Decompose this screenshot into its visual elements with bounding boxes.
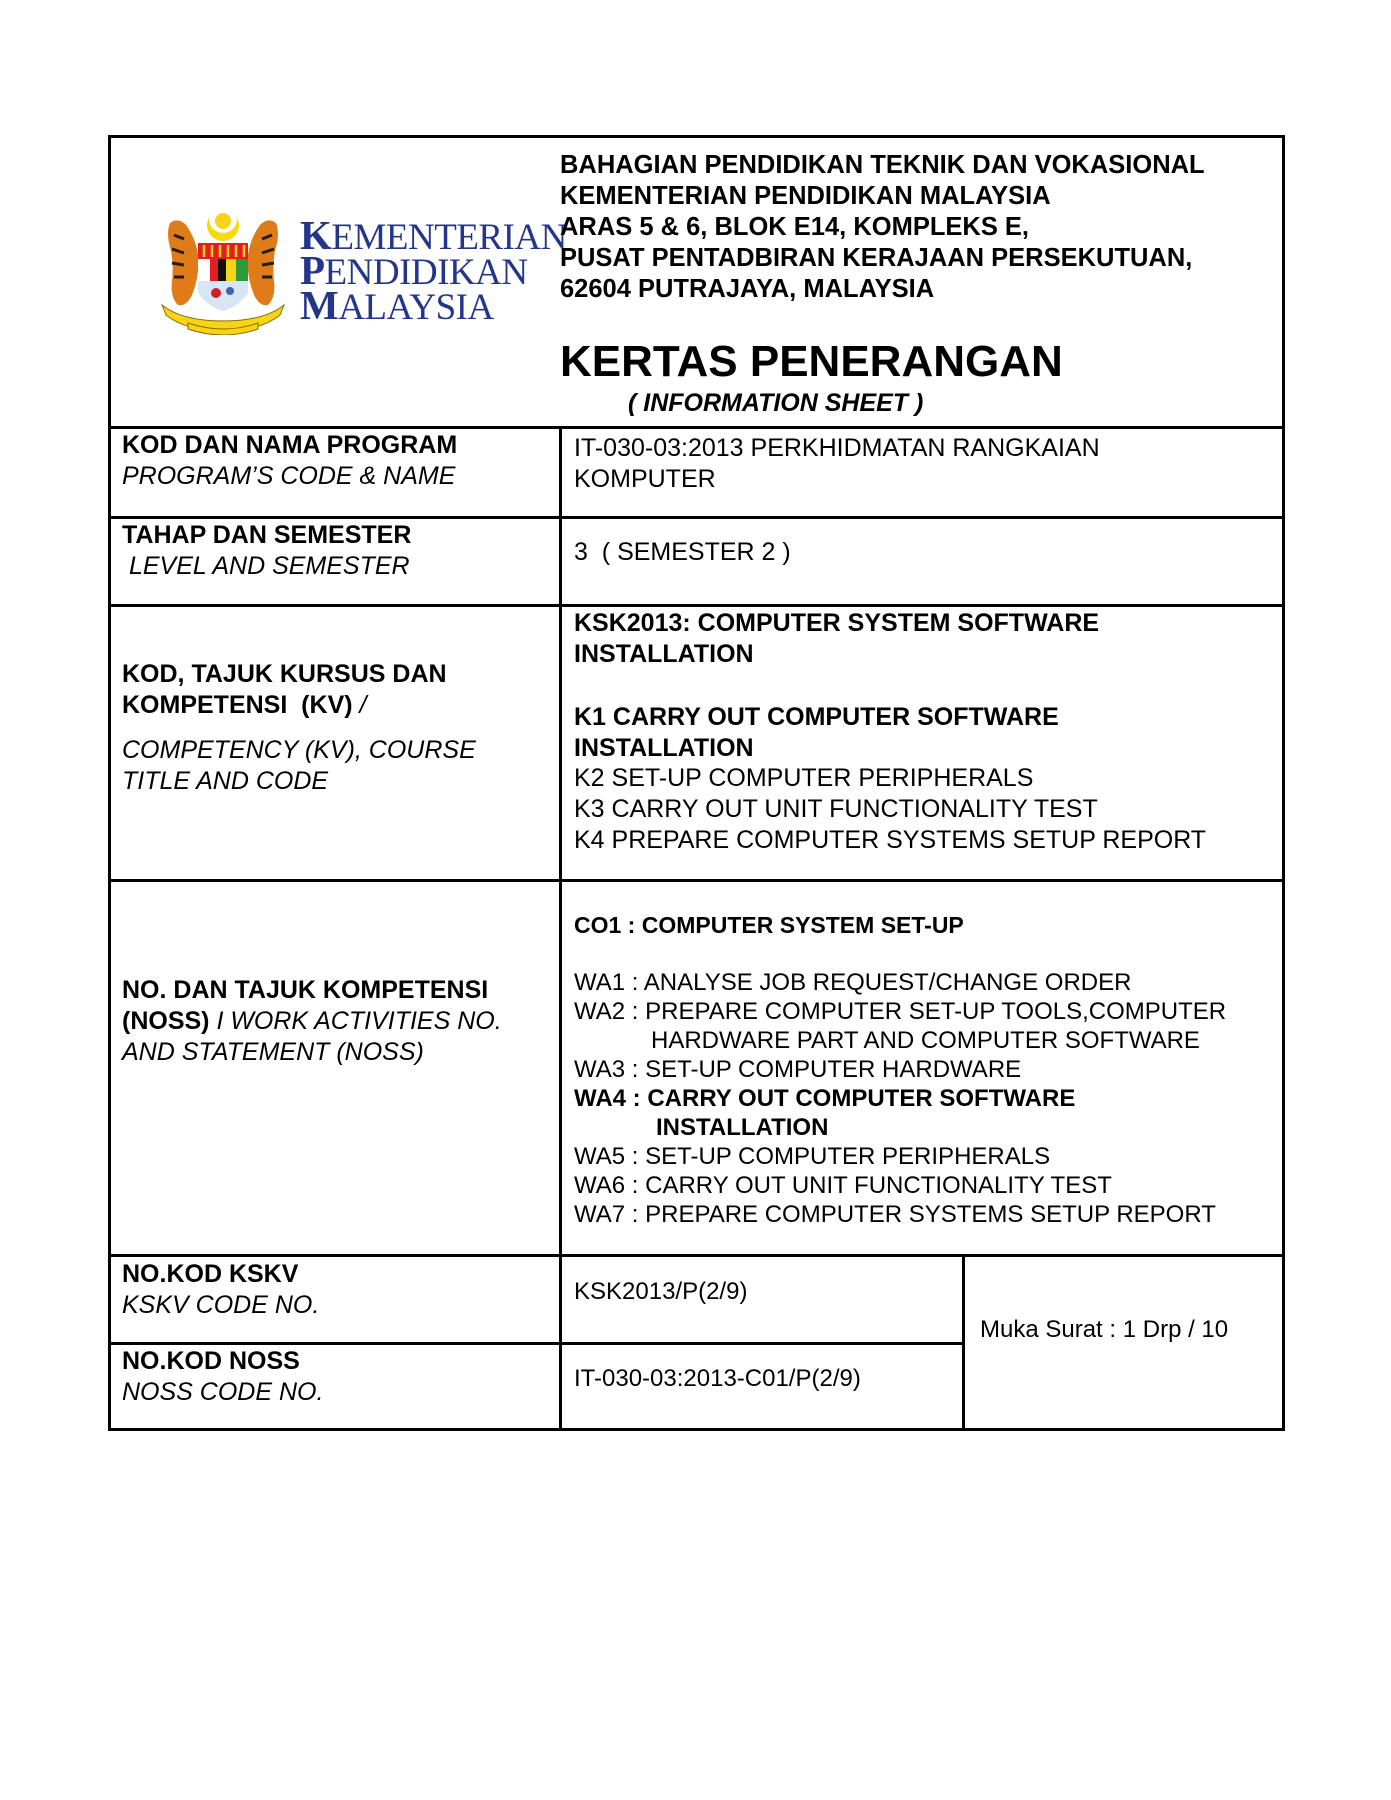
- wordmark-line: PENDIDIKAN: [300, 247, 528, 293]
- wordmark-line: KEMENTERIAN: [300, 212, 567, 258]
- work-activity-item: WA7 : PREPARE COMPUTER SYSTEMS SETUP REPORT: [574, 1201, 1216, 1228]
- wordmark-line: MALAYSIA: [300, 282, 494, 328]
- row-divider: [108, 1254, 1285, 1257]
- row-divider: [108, 879, 1285, 882]
- competency-item: K1 CARRY OUT COMPUTER SOFTWARE: [574, 703, 1059, 731]
- course-title: KSK2013: COMPUTER SYSTEM SOFTWARE: [574, 609, 1100, 637]
- kskv-code-value: KSK2013/P(2/9): [574, 1278, 748, 1305]
- coat-of-arms-icon: [158, 205, 288, 335]
- course-label-en: TITLE AND CODE: [122, 767, 329, 795]
- course-label-en: COMPETENCY (KV), COURSE: [122, 736, 476, 764]
- department-address: [560, 150, 1205, 305]
- address-line: 62604 PUTRAJAYA, MALAYSIA: [560, 275, 935, 303]
- noss-code-value: IT-030-03:2013-C01/P(2/9): [574, 1365, 861, 1392]
- competency-item: K2 SET-UP COMPUTER PERIPHERALS: [574, 764, 1034, 792]
- work-activity-item: WA3 : SET-UP COMPUTER HARDWARE: [574, 1056, 1022, 1083]
- noss-label: (NOSS) I WORK ACTIVITIES NO.: [122, 1007, 502, 1035]
- document-subtitle: ( INFORMATION SHEET ): [628, 389, 924, 417]
- competency-item: K3 CARRY OUT UNIT FUNCTIONALITY TEST: [574, 795, 1098, 823]
- address-line: ARAS 5 & 6, BLOK E14, KOMPLEKS E,: [560, 213, 1030, 241]
- row-divider: [108, 426, 1285, 429]
- address-line: KEMENTERIAN PENDIDIKAN MALAYSIA: [560, 182, 1051, 210]
- kskv-code-label-en: KSKV CODE NO.: [122, 1291, 320, 1319]
- address-line: BAHAGIAN PENDIDIKAN TEKNIK DAN VOKASIONAL: [560, 151, 1205, 179]
- program-label-bm: KOD DAN NAMA PROGRAM: [122, 431, 458, 459]
- noss-label-bm: NO. DAN TAJUK KOMPETENSI: [122, 976, 489, 1004]
- work-activity-item: WA1 : ANALYSE JOB REQUEST/CHANGE ORDER: [574, 969, 1132, 996]
- page-number: Muka Surat : 1 Drp / 10: [980, 1316, 1229, 1343]
- table-border-top: [108, 135, 1285, 138]
- program-label-en: PROGRAM’S CODE & NAME: [122, 462, 456, 490]
- table-border-bottom: [108, 1428, 1285, 1431]
- co-title: CO1 : COMPUTER SYSTEM SET-UP: [574, 912, 964, 938]
- work-activity-item: WA5 : SET-UP COMPUTER PERIPHERALS: [574, 1143, 1051, 1170]
- row-divider: [108, 1342, 965, 1345]
- column-divider: [559, 426, 562, 1431]
- level-label-bm: TAHAP DAN SEMESTER: [122, 521, 412, 549]
- row-divider: [108, 516, 1285, 519]
- ministry-logo: [158, 205, 567, 335]
- work-activity-continuation: HARDWARE PART AND COMPUTER SOFTWARE: [651, 1027, 1200, 1054]
- program-value: KOMPUTER: [574, 465, 716, 493]
- course-label-bm: KOMPETENSI (KV) /: [122, 691, 367, 719]
- ministry-wordmark: [300, 212, 567, 328]
- noss-code-label-bm: NO.KOD NOSS: [122, 1347, 300, 1375]
- document-title: KERTAS PENERANGAN: [560, 337, 1063, 386]
- noss-code-label-en: NOSS CODE NO.: [122, 1378, 324, 1406]
- level-value: 3 ( SEMESTER 2 ): [574, 538, 791, 566]
- level-label-en: LEVEL AND SEMESTER: [122, 552, 410, 580]
- table-border-left: [108, 135, 111, 1431]
- course-title: INSTALLATION: [574, 640, 754, 668]
- course-label-bm: KOD, TAJUK KURSUS DAN: [122, 660, 447, 688]
- column-divider: [962, 1254, 965, 1431]
- work-activity-item: WA2 : PREPARE COMPUTER SET-UP TOOLS,COMPUTER: [574, 998, 1227, 1025]
- program-value: IT-030-03:2013 PERKHIDMATAN RANGKAIAN: [574, 434, 1100, 462]
- work-activity-item-highlighted: WA4 : CARRY OUT COMPUTER SOFTWARE: [574, 1085, 1076, 1112]
- noss-label-en: AND STATEMENT (NOSS): [122, 1038, 424, 1066]
- table-border-right: [1282, 135, 1285, 1431]
- work-activity-continuation: INSTALLATION: [656, 1114, 829, 1141]
- competency-item: K4 PREPARE COMPUTER SYSTEMS SETUP REPORT: [574, 826, 1207, 854]
- work-activity-item: WA6 : CARRY OUT UNIT FUNCTIONALITY TEST: [574, 1172, 1112, 1199]
- kskv-code-label-bm: NO.KOD KSKV: [122, 1260, 299, 1288]
- row-divider: [108, 604, 1285, 607]
- work-activity-list: [574, 968, 1226, 1229]
- competency-item: INSTALLATION: [574, 734, 754, 762]
- address-line: PUSAT PENTADBIRAN KERAJAAN PERSEKUTUAN,: [560, 244, 1193, 272]
